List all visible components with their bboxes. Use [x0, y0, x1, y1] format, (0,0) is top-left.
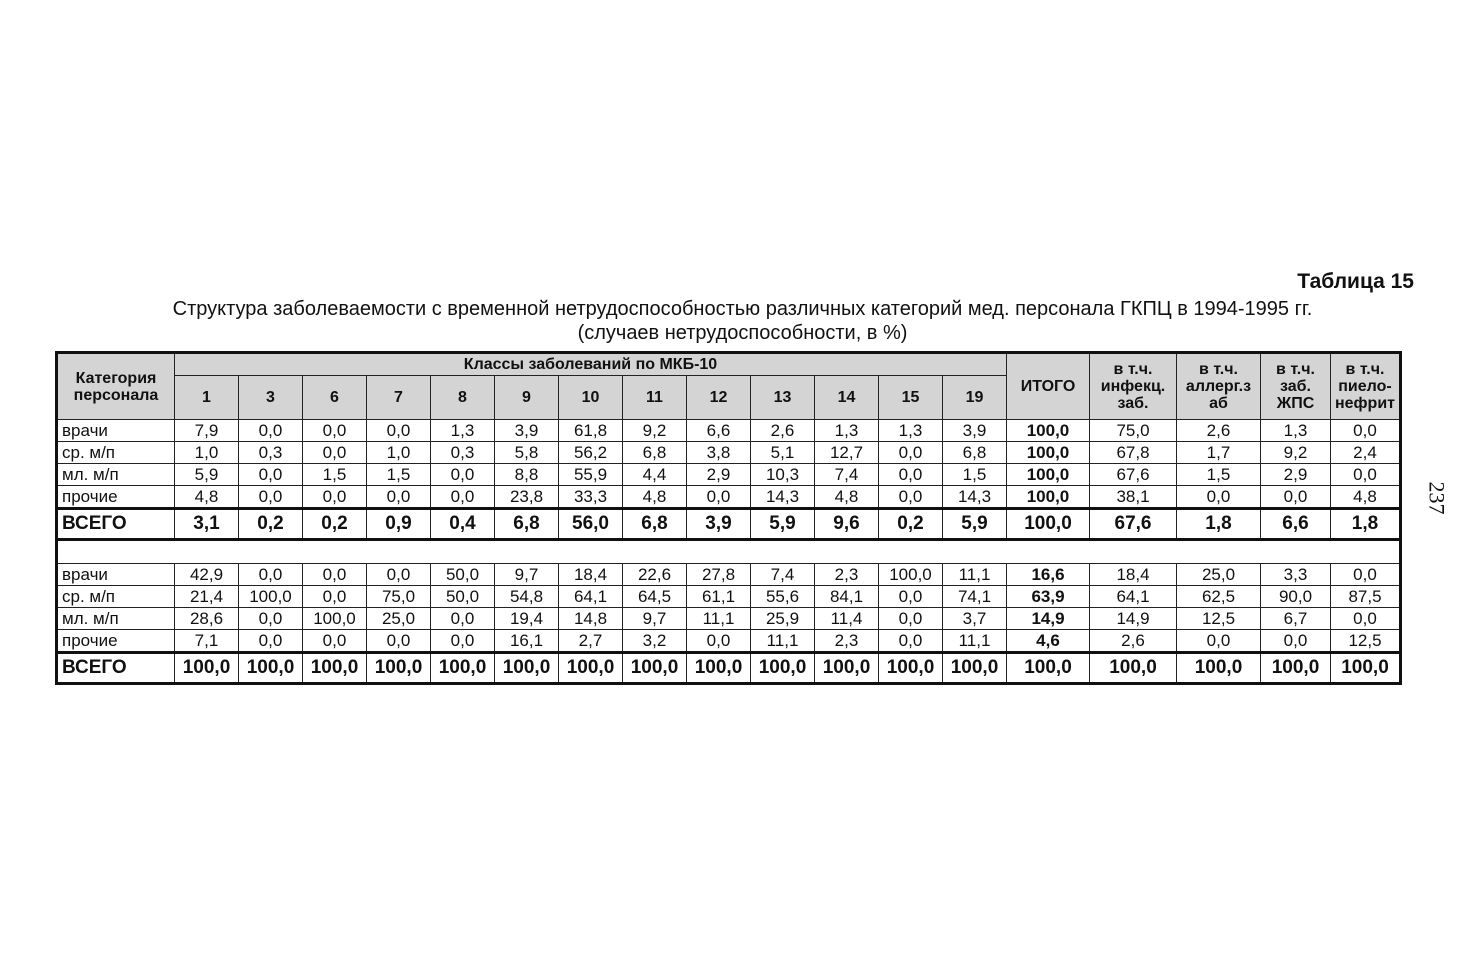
header-class: 8 — [431, 376, 495, 420]
value-cell: 6,8 — [623, 509, 687, 540]
value-cell: 0,0 — [239, 564, 303, 586]
extra-cell: 0,0 — [1177, 486, 1261, 509]
value-cell: 6,8 — [623, 442, 687, 464]
extra-cell: 67,6 — [1090, 509, 1177, 540]
value-cell: 21,4 — [175, 586, 239, 608]
value-cell: 11,1 — [943, 630, 1007, 653]
value-cell: 0,0 — [431, 464, 495, 486]
extra-cell: 2,6 — [1177, 420, 1261, 442]
header-class: 3 — [239, 376, 303, 420]
extra-cell: 18,4 — [1090, 564, 1177, 586]
value-cell: 2,3 — [815, 564, 879, 586]
value-cell: 1,5 — [303, 464, 367, 486]
value-cell: 9,7 — [495, 564, 559, 586]
value-cell: 25,9 — [751, 608, 815, 630]
value-cell: 1,3 — [431, 420, 495, 442]
value-cell: 3,8 — [687, 442, 751, 464]
value-cell: 100,0 — [495, 653, 559, 684]
value-cell: 64,1 — [559, 586, 623, 608]
value-cell: 12,7 — [815, 442, 879, 464]
extra-cell: 12,5 — [1177, 608, 1261, 630]
category-cell: ср. м/п — [57, 442, 175, 464]
value-cell: 33,3 — [559, 486, 623, 509]
extra-cell: 1,5 — [1177, 464, 1261, 486]
value-cell: 100,0 — [175, 653, 239, 684]
value-cell: 1,0 — [367, 442, 431, 464]
table-row — [57, 420, 1401, 442]
value-cell: 2,6 — [751, 420, 815, 442]
value-cell: 61,8 — [559, 420, 623, 442]
value-cell: 0,0 — [303, 442, 367, 464]
value-cell: 50,0 — [431, 564, 495, 586]
value-cell: 0,2 — [239, 509, 303, 540]
table-row — [57, 630, 1401, 653]
extra-cell: 1,7 — [1177, 442, 1261, 464]
morbidity-table — [55, 351, 1402, 685]
value-cell: 5,9 — [175, 464, 239, 486]
header-infect: в т.ч. инфекц. заб. — [1090, 353, 1177, 420]
value-cell: 7,4 — [815, 464, 879, 486]
value-cell: 100,0 — [943, 653, 1007, 684]
extra-cell: 2,4 — [1331, 442, 1401, 464]
extra-cell: 0,0 — [1177, 630, 1261, 653]
extra-cell: 67,8 — [1090, 442, 1177, 464]
value-cell: 0,0 — [879, 630, 943, 653]
itogo-cell: 100,0 — [1007, 420, 1090, 442]
value-cell: 0,9 — [367, 509, 431, 540]
header-itogo: ИТОГО — [1007, 353, 1090, 420]
value-cell: 5,8 — [495, 442, 559, 464]
extra-cell: 100,0 — [1090, 653, 1177, 684]
table-body — [57, 420, 1401, 684]
header-row-1 — [57, 353, 1401, 376]
value-cell: 0,0 — [879, 464, 943, 486]
value-cell: 84,1 — [815, 586, 879, 608]
value-cell: 2,9 — [687, 464, 751, 486]
title-line-1: Структура заболеваемости с временной нетрудоспособностью различных категорий мед. персонала ГКПЦ в 1994-1995 гг. — [172, 298, 1313, 320]
header-pielo: в т.ч. пиело-нефрит — [1331, 353, 1401, 420]
value-cell: 0,2 — [879, 509, 943, 540]
value-cell: 9,2 — [623, 420, 687, 442]
value-cell: 100,0 — [367, 653, 431, 684]
extra-cell: 100,0 — [1331, 653, 1401, 684]
total-row — [57, 509, 1401, 540]
extra-cell: 12,5 — [1331, 630, 1401, 653]
header-class: 12 — [687, 376, 751, 420]
value-cell: 0,4 — [431, 509, 495, 540]
value-cell: 2,3 — [815, 630, 879, 653]
value-cell: 16,1 — [495, 630, 559, 653]
value-cell: 0,2 — [303, 509, 367, 540]
value-cell: 3,2 — [623, 630, 687, 653]
itogo-cell: 100,0 — [1007, 442, 1090, 464]
category-cell: мл. м/п — [57, 464, 175, 486]
table-row — [57, 442, 1401, 464]
extra-cell: 4,8 — [1331, 486, 1401, 509]
value-cell: 19,4 — [495, 608, 559, 630]
extra-cell: 0,0 — [1261, 630, 1331, 653]
value-cell: 3,9 — [943, 420, 1007, 442]
value-cell: 64,5 — [623, 586, 687, 608]
header-category: Категория персонала — [57, 353, 175, 420]
value-cell: 55,6 — [751, 586, 815, 608]
extra-cell: 6,7 — [1261, 608, 1331, 630]
total-row — [57, 653, 1401, 684]
extra-cell: 3,3 — [1261, 564, 1331, 586]
itogo-cell: 16,6 — [1007, 564, 1090, 586]
value-cell: 9,7 — [623, 608, 687, 630]
itogo-cell: 100,0 — [1007, 486, 1090, 509]
value-cell: 25,0 — [367, 608, 431, 630]
value-cell: 0,0 — [367, 486, 431, 509]
value-cell: 9,6 — [815, 509, 879, 540]
header-class: 10 — [559, 376, 623, 420]
value-cell: 0,0 — [239, 420, 303, 442]
header-class: 9 — [495, 376, 559, 420]
value-cell: 7,1 — [175, 630, 239, 653]
value-cell: 1,3 — [879, 420, 943, 442]
extra-cell: 1,3 — [1261, 420, 1331, 442]
value-cell: 0,0 — [687, 630, 751, 653]
value-cell: 0,3 — [431, 442, 495, 464]
extra-cell: 38,1 — [1090, 486, 1177, 509]
extra-cell: 1,8 — [1177, 509, 1261, 540]
category-cell: прочие — [57, 486, 175, 509]
extra-cell: 2,6 — [1090, 630, 1177, 653]
value-cell: 54,8 — [495, 586, 559, 608]
header-allerg: в т.ч. аллерг.з аб — [1177, 353, 1261, 420]
value-cell: 1,0 — [175, 442, 239, 464]
extra-cell: 67,6 — [1090, 464, 1177, 486]
value-cell: 0,0 — [239, 608, 303, 630]
value-cell: 3,1 — [175, 509, 239, 540]
value-cell: 22,6 — [623, 564, 687, 586]
value-cell: 100,0 — [879, 564, 943, 586]
value-cell: 0,0 — [367, 420, 431, 442]
extra-cell: 62,5 — [1177, 586, 1261, 608]
itogo-cell: 100,0 — [1007, 653, 1090, 684]
value-cell: 3,7 — [943, 608, 1007, 630]
category-cell: ВСЕГО — [57, 653, 175, 684]
value-cell: 0,0 — [431, 630, 495, 653]
table-row — [57, 464, 1401, 486]
table-row — [57, 486, 1401, 509]
value-cell: 74,1 — [943, 586, 1007, 608]
extra-cell: 0,0 — [1261, 486, 1331, 509]
value-cell: 27,8 — [687, 564, 751, 586]
value-cell: 11,1 — [687, 608, 751, 630]
itogo-cell: 14,9 — [1007, 608, 1090, 630]
value-cell: 61,1 — [687, 586, 751, 608]
value-cell: 100,0 — [431, 653, 495, 684]
category-cell: ср. м/п — [57, 586, 175, 608]
header-class: 19 — [943, 376, 1007, 420]
category-cell: ВСЕГО — [57, 509, 175, 540]
value-cell: 100,0 — [303, 608, 367, 630]
extra-cell: 9,2 — [1261, 442, 1331, 464]
table-title — [70, 297, 1415, 345]
table-row — [57, 586, 1401, 608]
value-cell: 100,0 — [559, 653, 623, 684]
category-cell: врачи — [57, 420, 175, 442]
category-cell: мл. м/п — [57, 608, 175, 630]
value-cell: 4,8 — [175, 486, 239, 509]
value-cell: 14,3 — [943, 486, 1007, 509]
value-cell: 11,4 — [815, 608, 879, 630]
extra-cell: 0,0 — [1331, 564, 1401, 586]
value-cell: 11,1 — [751, 630, 815, 653]
value-cell: 3,9 — [495, 420, 559, 442]
value-cell: 0,0 — [303, 630, 367, 653]
header-class: 14 — [815, 376, 879, 420]
value-cell: 0,0 — [879, 442, 943, 464]
extra-cell: 100,0 — [1177, 653, 1261, 684]
value-cell: 0,0 — [303, 420, 367, 442]
table-row — [57, 608, 1401, 630]
spacer-row — [57, 540, 1401, 564]
value-cell: 8,8 — [495, 464, 559, 486]
value-cell: 0,0 — [879, 608, 943, 630]
value-cell: 5,9 — [943, 509, 1007, 540]
header-class: 13 — [751, 376, 815, 420]
category-cell: прочие — [57, 630, 175, 653]
value-cell: 56,2 — [559, 442, 623, 464]
extra-cell: 0,0 — [1331, 420, 1401, 442]
value-cell: 28,6 — [175, 608, 239, 630]
value-cell: 7,9 — [175, 420, 239, 442]
header-zhps: в т.ч. заб. ЖПС — [1261, 353, 1331, 420]
value-cell: 100,0 — [751, 653, 815, 684]
value-cell: 0,0 — [879, 486, 943, 509]
value-cell: 50,0 — [431, 586, 495, 608]
value-cell: 23,8 — [495, 486, 559, 509]
extra-cell: 64,1 — [1090, 586, 1177, 608]
value-cell: 2,7 — [559, 630, 623, 653]
itogo-cell: 100,0 — [1007, 509, 1090, 540]
value-cell: 100,0 — [623, 653, 687, 684]
header-classes-group: Классы заболеваний по МКБ-10 — [175, 353, 1007, 376]
value-cell: 5,1 — [751, 442, 815, 464]
value-cell: 0,0 — [431, 486, 495, 509]
value-cell: 6,8 — [495, 509, 559, 540]
value-cell: 11,1 — [943, 564, 1007, 586]
value-cell: 0,0 — [687, 486, 751, 509]
value-cell: 100,0 — [239, 586, 303, 608]
category-cell: врачи — [57, 564, 175, 586]
header-class: 11 — [623, 376, 687, 420]
value-cell: 0,0 — [431, 608, 495, 630]
value-cell: 0,0 — [303, 564, 367, 586]
value-cell: 1,5 — [367, 464, 431, 486]
itogo-cell: 63,9 — [1007, 586, 1090, 608]
value-cell: 0,0 — [367, 564, 431, 586]
extra-cell: 87,5 — [1331, 586, 1401, 608]
page-number: 237 — [1424, 481, 1450, 515]
value-cell: 100,0 — [815, 653, 879, 684]
itogo-cell: 4,6 — [1007, 630, 1090, 653]
table-row — [57, 564, 1401, 586]
value-cell: 100,0 — [239, 653, 303, 684]
value-cell: 100,0 — [687, 653, 751, 684]
value-cell: 6,6 — [687, 420, 751, 442]
header-class: 1 — [175, 376, 239, 420]
extra-cell: 6,6 — [1261, 509, 1331, 540]
value-cell: 100,0 — [879, 653, 943, 684]
value-cell: 0,0 — [879, 586, 943, 608]
table-label: Таблица 15 — [1297, 270, 1414, 293]
value-cell: 55,9 — [559, 464, 623, 486]
value-cell: 1,3 — [815, 420, 879, 442]
value-cell: 14,3 — [751, 486, 815, 509]
spacer-cell — [57, 540, 1401, 564]
value-cell: 100,0 — [303, 653, 367, 684]
value-cell: 5,9 — [751, 509, 815, 540]
value-cell: 14,8 — [559, 608, 623, 630]
value-cell: 0,0 — [303, 486, 367, 509]
value-cell: 4,4 — [623, 464, 687, 486]
extra-cell: 1,8 — [1331, 509, 1401, 540]
value-cell: 10,3 — [751, 464, 815, 486]
extra-cell: 0,0 — [1331, 608, 1401, 630]
extra-cell: 100,0 — [1261, 653, 1331, 684]
value-cell: 56,0 — [559, 509, 623, 540]
extra-cell: 2,9 — [1261, 464, 1331, 486]
value-cell: 18,4 — [559, 564, 623, 586]
value-cell: 1,5 — [943, 464, 1007, 486]
value-cell: 0,0 — [303, 586, 367, 608]
value-cell: 7,4 — [751, 564, 815, 586]
header-class: 15 — [879, 376, 943, 420]
value-cell: 6,8 — [943, 442, 1007, 464]
extra-cell: 14,9 — [1090, 608, 1177, 630]
value-cell: 0,0 — [239, 486, 303, 509]
extra-cell: 25,0 — [1177, 564, 1261, 586]
extra-cell: 90,0 — [1261, 586, 1331, 608]
value-cell: 3,9 — [687, 509, 751, 540]
value-cell: 0,0 — [239, 464, 303, 486]
header-class: 6 — [303, 376, 367, 420]
extra-cell: 75,0 — [1090, 420, 1177, 442]
value-cell: 4,8 — [623, 486, 687, 509]
value-cell: 75,0 — [367, 586, 431, 608]
value-cell: 0,3 — [239, 442, 303, 464]
title-line-2: (случаев нетрудоспособности, в %) — [577, 322, 908, 344]
value-cell: 0,0 — [239, 630, 303, 653]
value-cell: 4,8 — [815, 486, 879, 509]
itogo-cell: 100,0 — [1007, 464, 1090, 486]
value-cell: 0,0 — [367, 630, 431, 653]
header-class: 7 — [367, 376, 431, 420]
extra-cell: 0,0 — [1331, 464, 1401, 486]
value-cell: 42,9 — [175, 564, 239, 586]
